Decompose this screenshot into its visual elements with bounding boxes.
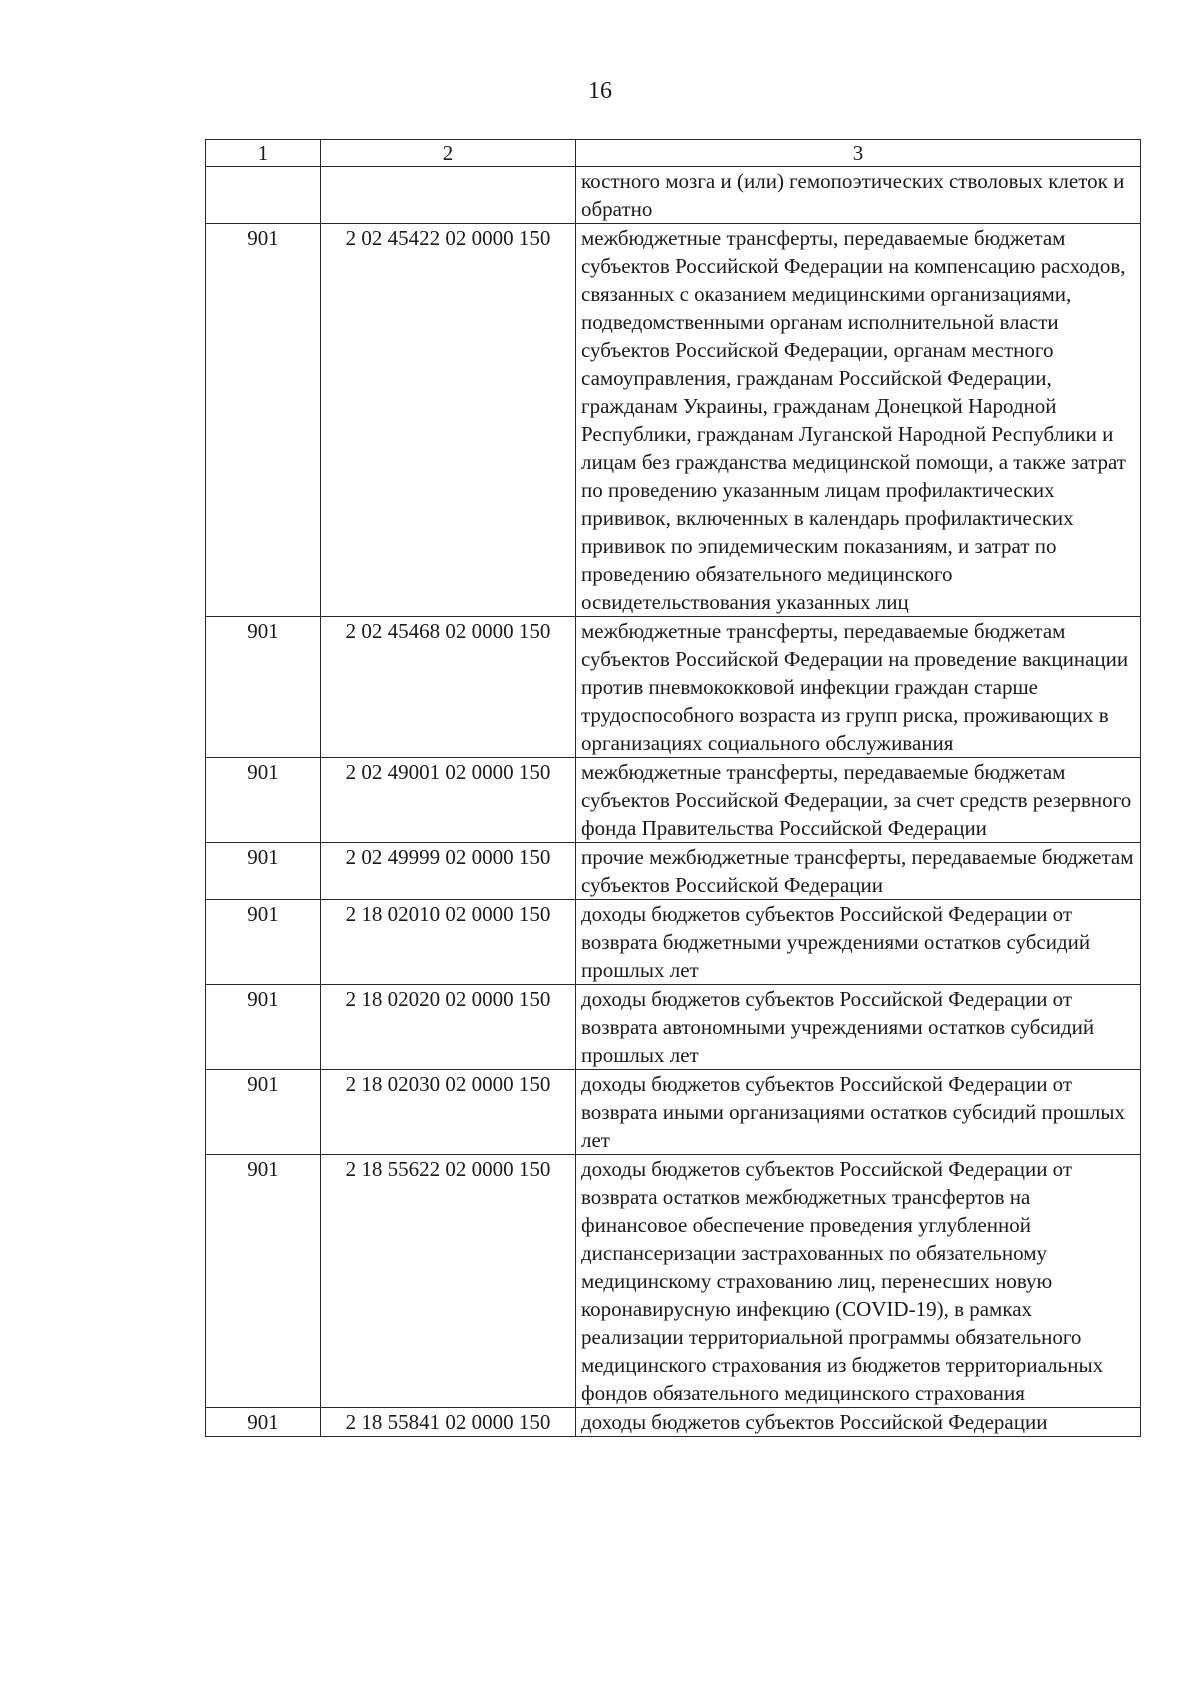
budget-code-cell: 2 18 55622 02 0000 150: [321, 1155, 576, 1408]
budget-code-cell: 2 02 45422 02 0000 150: [321, 224, 576, 617]
revenue-codes-table: [205, 139, 1141, 1437]
admin-code-cell: 901: [206, 617, 321, 758]
admin-code-cell: 901: [206, 758, 321, 843]
admin-code-cell: 901: [206, 1155, 321, 1408]
table-row: [206, 167, 1141, 224]
table-row: [206, 617, 1141, 758]
table-row: [206, 1070, 1141, 1155]
budget-code-cell: 2 18 02020 02 0000 150: [321, 985, 576, 1070]
column-header-3: 3: [576, 140, 1141, 167]
description-cell: доходы бюджетов субъектов Российской Федерации: [576, 1408, 1141, 1437]
budget-code-cell: 2 02 49999 02 0000 150: [321, 843, 576, 900]
table-row: [206, 900, 1141, 985]
description-cell: межбюджетные трансферты, передаваемые бюджетам субъектов Российской Федерации на проведение вакцинации против пневмококковой инфекции граждан старше трудоспособного возраста из групп риска, проживающих в организациях социального обслуживания: [576, 617, 1141, 758]
budget-code-cell: 2 02 49001 02 0000 150: [321, 758, 576, 843]
page-number: 16: [588, 78, 612, 104]
table-row: [206, 758, 1141, 843]
admin-code-cell: [206, 167, 321, 224]
description-cell: доходы бюджетов субъектов Российской Федерации от возврата автономными учреждениями остатков субсидий прошлых лет: [576, 985, 1141, 1070]
column-header-1: 1: [206, 140, 321, 167]
table-row: [206, 224, 1141, 617]
column-header-2: 2: [321, 140, 576, 167]
description-cell: доходы бюджетов субъектов Российской Федерации от возврата иными организациями остатков субсидий прошлых лет: [576, 1070, 1141, 1155]
budget-code-cell: 2 02 45468 02 0000 150: [321, 617, 576, 758]
admin-code-cell: 901: [206, 224, 321, 617]
admin-code-cell: 901: [206, 900, 321, 985]
description-cell: межбюджетные трансферты, передаваемые бюджетам субъектов Российской Федерации, за счет средств резервного фонда Правительства Российской Федерации: [576, 758, 1141, 843]
budget-code-cell: 2 18 02030 02 0000 150: [321, 1070, 576, 1155]
table-row: [206, 985, 1141, 1070]
description-cell: доходы бюджетов субъектов Российской Федерации от возврата бюджетными учреждениями остатков субсидий прошлых лет: [576, 900, 1141, 985]
description-cell: доходы бюджетов субъектов Российской Федерации от возврата остатков межбюджетных трансфертов на финансовое обеспечение проведения углубленной диспансеризации застрахованных по обязательному медицинскому страхованию лиц, перенесших новую коронавирусную инфекцию (COVID-19), в рамках реализации территориальной программы обязательного медицинского страхования из бюджетов территориальных фондов обязательного медицинского страхования: [576, 1155, 1141, 1408]
budget-code-cell: 2 18 55841 02 0000 150: [321, 1408, 576, 1437]
admin-code-cell: 901: [206, 985, 321, 1070]
budget-code-cell: 2 18 02010 02 0000 150: [321, 900, 576, 985]
description-cell: межбюджетные трансферты, передаваемые бюджетам субъектов Российской Федерации на компенсацию расходов, связанных с оказанием медицинскими организациями, подведомственными органам исполнительной власти субъектов Российской Федерации, органам местного самоуправления, гражданам Российской Федерации, гражданам Украины, гражданам Донецкой Народной Республики, гражданам Луганской Народной Республики и лицам без гражданства медицинской помощи, а также затрат по проведению указанным лицам профилактических прививок, включенных в календарь профилактических прививок по эпидемическим показаниям, и затрат по проведению обязательного медицинского освидетельствования указанных лиц: [576, 224, 1141, 617]
table-row: [206, 1408, 1141, 1437]
table-header-row: [206, 140, 1141, 167]
admin-code-cell: 901: [206, 1070, 321, 1155]
description-cell: костного мозга и (или) гемопоэтических стволовых клеток и обратно: [576, 167, 1141, 224]
admin-code-cell: 901: [206, 843, 321, 900]
table-row: [206, 1155, 1141, 1408]
description-cell: прочие межбюджетные трансферты, передаваемые бюджетам субъектов Российской Федерации: [576, 843, 1141, 900]
budget-code-cell: [321, 167, 576, 224]
admin-code-cell: 901: [206, 1408, 321, 1437]
table-row: [206, 843, 1141, 900]
